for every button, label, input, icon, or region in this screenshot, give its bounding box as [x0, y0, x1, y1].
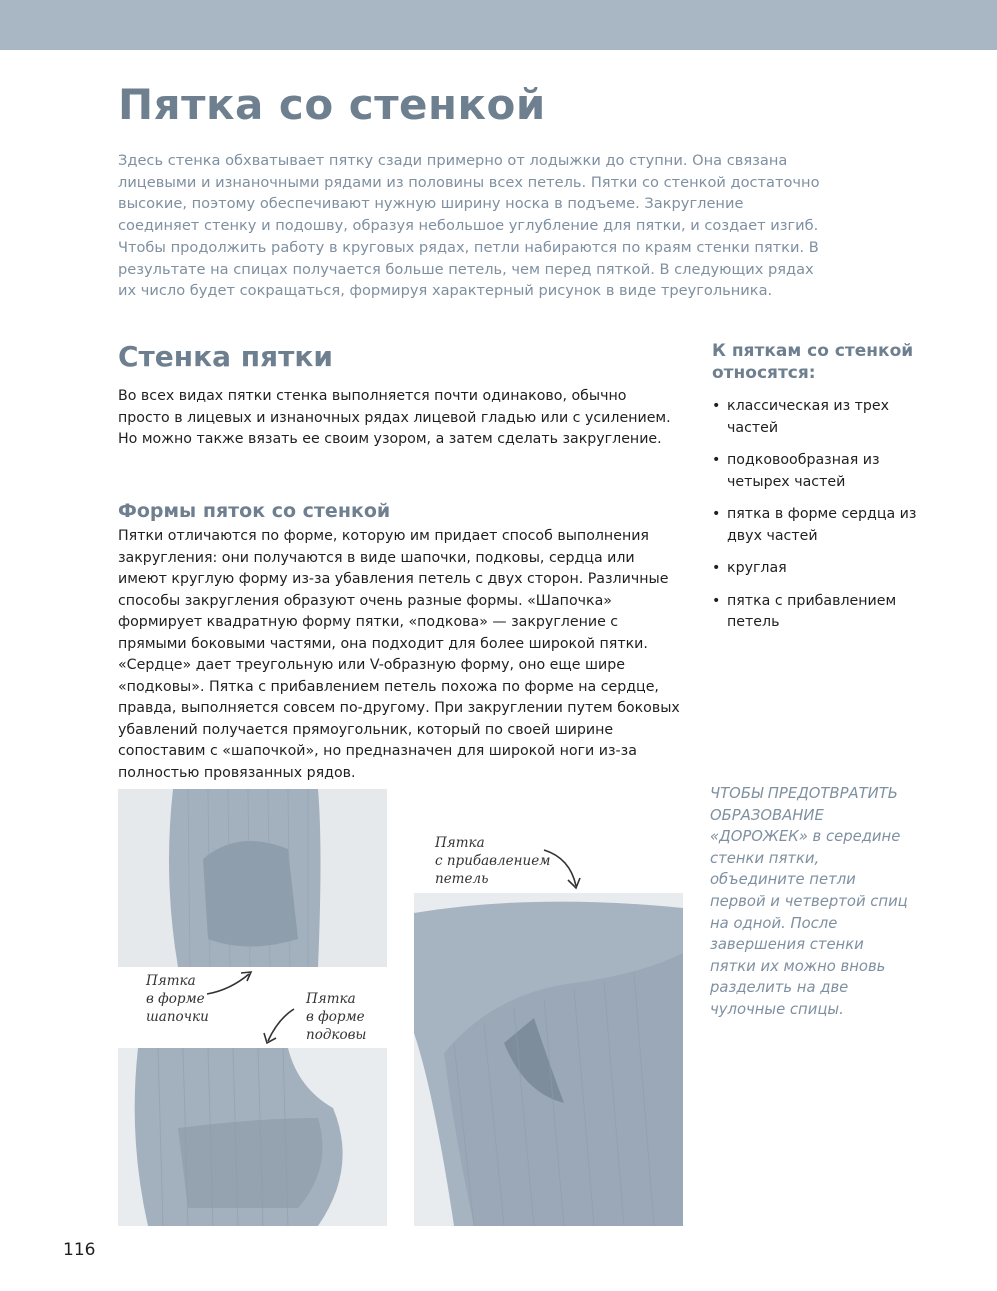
page-number: 116 — [63, 1240, 96, 1260]
photo-increase-heel — [414, 893, 683, 1226]
bullet: • — [712, 398, 721, 414]
list-item-text: пятка в форме сердца из двух частей — [727, 506, 917, 544]
section-heading-shapes: Формы пяток со стенкой — [118, 500, 391, 522]
section-text-shapes: Пятки отличаются по форме, которую им придает способ выполнения закругления: они получаются в виде шапочки, подковы, сердца или имеют круглую форму из-за убавления петель с двух сторон. Различные способы закругления образуют очень разные формы. «Шапочка» формирует квадратную форму пятки, «подкова» — закругление с прямыми боковыми частями, она подходит для более широкой пятки. «Сердце» дает треугольную или V-образную форму, оно еще шире «подковы». Пятка с прибавлением петель похожа по форме на сердце, правда, выполняется совсем по-другому. При закруглении путем боковых убавлений получается прямоугольник, который по своей ширине сопоставим с «шапочкой», но предназначен для широкой ноги из-за полностью провязанных рядов. — [118, 528, 680, 781]
bullet: • — [712, 592, 721, 609]
section-text-wall: Во всех видах пятки стенка выполняется почти одинаково, обычно просто в лицевых и изнаночных рядах лицевой гладью или с усилением. Но можно также вязать ее своим узором, а затем сделать закругление. — [118, 388, 671, 447]
intro-paragraph: Здесь стенка обхватывает пятку сзади примерно от лодыжки до ступни. Она связана лицевыми и изнаночными рядами из половины всех петель. Пятки со стенкой достаточно высокие, поэтому обеспечивают нужную ширину носка в подъеме. Закругление соединяет стенку и подошву, образуя небольшое углубление для пятки, и создает изгиб. Чтобы продолжить работу в круговых рядах, петли набираются по краям стенки пятки. В результате на спицах получается больше петель, чем перед пяткой. В следующих рядах их число будет сокращаться, формируя характерный рисунок в виде треугольника. — [118, 152, 820, 300]
caption-increase-heel: Пятка с прибавлением петель — [435, 835, 551, 887]
section-heading-wall: Стенка пятки — [118, 340, 333, 373]
list-item — [712, 396, 922, 439]
tip-note: ЧТОБЫ ПРЕДОТВРАТИТЬ ОБРАЗОВАНИЕ «ДОРОЖЕК» в середине стенки пятки, объедините петли первой и четвертой спиц на одной. После завершения стенки пятки их можно вновь разделить на две чулочные спицы. — [710, 785, 908, 1018]
arrow-icon — [258, 1005, 298, 1047]
list-item-text: подковообразная из четырех частей — [727, 452, 880, 490]
photo-cap-heel — [118, 789, 387, 967]
photo-horseshoe-heel — [118, 1048, 387, 1226]
top-band — [0, 0, 997, 50]
list-item — [712, 558, 922, 580]
list-item — [712, 504, 922, 547]
caption-horseshoe-heel: Пятка в форме подковы — [306, 991, 367, 1043]
list-item-text: круглая — [727, 560, 787, 576]
caption-cap-heel: Пятка в форме шапочки — [146, 973, 209, 1025]
list-item — [712, 450, 922, 493]
list-item — [712, 591, 922, 634]
list-item-text: пятка с прибавлением петель — [727, 592, 897, 630]
page-title: Пятка со стенкой — [118, 80, 546, 129]
arrow-icon — [205, 968, 255, 998]
arrow-icon — [540, 846, 582, 892]
sidebar-heading: К пяткам со стенкой относятся: — [712, 341, 914, 383]
bullet: • — [712, 506, 721, 522]
bullet: • — [712, 452, 721, 468]
sidebar-list — [712, 396, 922, 645]
bullet: • — [712, 560, 721, 576]
list-item-text: классическая из трех частей — [727, 398, 890, 436]
